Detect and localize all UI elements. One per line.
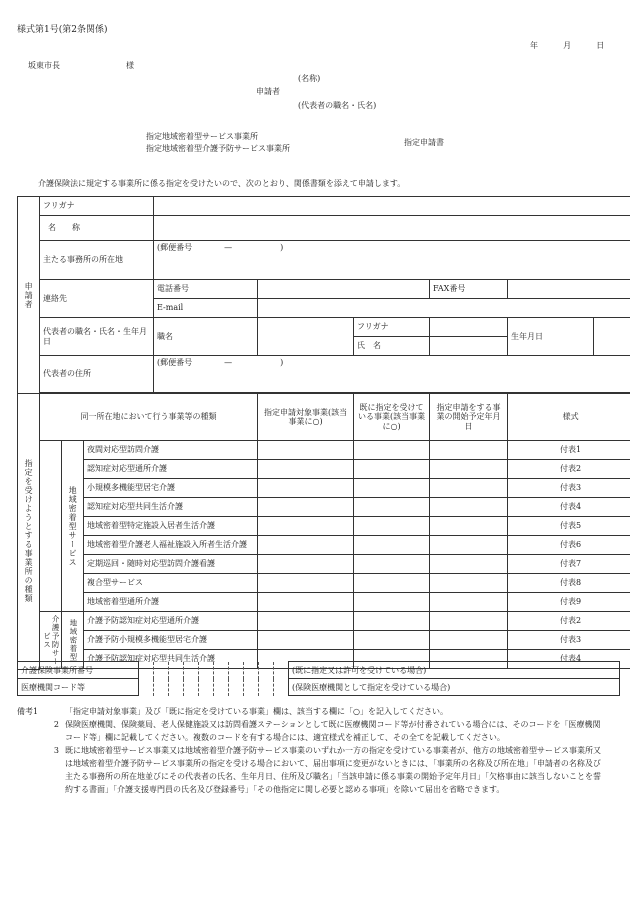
service-name: 介護予防認知症対応型共同生活介護: [84, 650, 258, 669]
medical-digit[interactable]: [199, 679, 214, 696]
rep-address-field[interactable]: [154, 370, 630, 393]
header-existing: 既に指定を受けている事業(該当事業に○): [354, 394, 430, 441]
note-text: 保険医療機関、保険薬局、老人保健施設又は訪問看護ステーションとして既に医療機関コード等が付番されている場合には、そのコードを「医療機関コード等」欄に記載してください。複数のコードを有する場合には、適宜様式を補正して、その全てを記載してください。: [65, 720, 601, 742]
medical-digit[interactable]: [229, 679, 244, 696]
start-cell[interactable]: [430, 631, 508, 650]
existing-cell[interactable]: [354, 460, 430, 479]
start-cell[interactable]: [430, 555, 508, 574]
birth-label: 生年月日: [508, 318, 594, 356]
existing-cell[interactable]: [354, 574, 430, 593]
start-cell[interactable]: [430, 517, 508, 536]
fax-field[interactable]: [508, 280, 630, 299]
existing-cell[interactable]: [354, 479, 430, 498]
applicant-label: 申請者: [256, 87, 280, 96]
addressee-mayor: 坂東市長: [28, 61, 60, 70]
medical-digit[interactable]: [274, 679, 289, 696]
insurance-digit[interactable]: [214, 662, 229, 679]
service-name: 定期巡回・随時対応型訪問介護看護: [84, 555, 258, 574]
addressee-sama: 様: [126, 61, 134, 70]
note-item: [17, 705, 607, 718]
service-name: 介護予防小規模多機能型居宅介護: [84, 631, 258, 650]
header-start: 指定申請をする事業の開始予定年月日: [430, 394, 508, 441]
medical-digit[interactable]: [184, 679, 199, 696]
medical-code-label: 医療機関コード等: [18, 679, 139, 696]
start-cell[interactable]: [430, 593, 508, 612]
note-number: 2: [53, 720, 59, 729]
service-name: 地域密着型通所介護: [84, 593, 258, 612]
existing-cell[interactable]: [354, 555, 430, 574]
fax-label: FAX番号: [430, 280, 508, 299]
note-text: 既に地域密着型サービス事業又は地域密着型介護予防サービス事業のいずれか一方の指定を受けている事業者が、他方の地域密着型サービス事業所又は地域密着型介護予防サービス事業所の指定を受ける場合において、届出事項に変更がないときには、「事業所の名称及び所在地」「申請者の名称及び主たる事務所の所在地並びにその代表者の氏名、生年月日、住所及び職名」「当該申請に係る事業の開始予定年月日」「欠格事由に該当しないことを誓約する書面」「介護支援専門員の氏名及び登録番号」「その他指定に関し必要と認める事項」を除いて届出を省略できます。: [65, 746, 601, 794]
form-ref: 付表5: [508, 517, 630, 536]
form-ref: 付表4: [508, 498, 630, 517]
target-cell[interactable]: [258, 536, 354, 555]
furigana-field[interactable]: [154, 197, 630, 216]
position-label: 職名: [154, 318, 258, 356]
form-ref: 付表8: [508, 574, 630, 593]
start-cell[interactable]: [430, 612, 508, 631]
office-address-field[interactable]: [154, 255, 630, 280]
medical-digit[interactable]: [169, 679, 184, 696]
existing-cell[interactable]: [354, 612, 430, 631]
insurance-digit[interactable]: [169, 662, 184, 679]
name-label: 名 称: [40, 216, 154, 241]
insurance-digit[interactable]: [259, 662, 274, 679]
year-label: 年: [530, 41, 538, 50]
day-label: 日: [596, 41, 605, 50]
existing-cell[interactable]: [354, 536, 430, 555]
applicant-rep-label: (代表者の職名・氏名): [298, 101, 377, 110]
group2-label-a: 介護予防サービス: [40, 612, 62, 669]
office-postal: (郵便番号 — ): [154, 241, 630, 256]
target-cell[interactable]: [258, 517, 354, 536]
codes-table: [17, 661, 620, 696]
form-ref: 付表9: [508, 593, 630, 612]
shimei-label: 氏 名: [354, 337, 430, 356]
medical-digit[interactable]: [259, 679, 274, 696]
start-cell[interactable]: [430, 441, 508, 460]
medical-code-note: (保険医療機関として指定を受けている場合): [289, 679, 620, 696]
tel-label: 電話番号: [154, 280, 258, 299]
furigana2-label: フリガナ: [354, 318, 430, 337]
target-cell[interactable]: [258, 631, 354, 650]
form-number: 様式第1号(第2条関係): [17, 25, 108, 35]
medical-digit[interactable]: [244, 679, 259, 696]
date-line: [530, 40, 604, 51]
note-text: 「指定申請対象事業」及び「既に指定を受けている事業」欄は、該当する欄に「○」を記入してください。: [65, 707, 448, 716]
notes: [17, 705, 607, 796]
rep-address-label: 代表者の住所: [40, 356, 154, 393]
insurance-number-note: (既に指定又は許可を受けている場合): [289, 662, 620, 679]
form-ref: 付表6: [508, 536, 630, 555]
service-name: 夜間対応型訪問介護: [84, 441, 258, 460]
target-cell[interactable]: [258, 460, 354, 479]
service-name: 複合型サービス: [84, 574, 258, 593]
applicant-name-label: (名称): [298, 74, 321, 83]
insurance-digit[interactable]: [199, 662, 214, 679]
insurance-digit[interactable]: [244, 662, 259, 679]
note-number: 3: [53, 746, 59, 755]
insurance-number-label: 介護保険事業所番号: [18, 662, 139, 679]
email-field[interactable]: [258, 299, 630, 318]
furigana-label: フリガナ: [40, 197, 154, 216]
furigana2-field[interactable]: [430, 318, 508, 337]
rep-info-label: 代表者の職名・氏名・生年月日: [40, 318, 154, 356]
services-section-label: 指定を受けようとする事業所の種類: [18, 394, 40, 670]
insurance-digit[interactable]: [184, 662, 199, 679]
form-ref: 付表3: [508, 479, 630, 498]
rep-postal: (郵便番号 — ): [154, 356, 630, 371]
medical-digit[interactable]: [214, 679, 229, 696]
service-name: 認知症対応型通所介護: [84, 460, 258, 479]
applicant-section-label: 申請者: [18, 197, 40, 394]
service-name: 地域密着型介護老人福祉施設入所者生活介護: [84, 536, 258, 555]
service-name: 地域密着型特定施設入居者生活介護: [84, 517, 258, 536]
application-table: [17, 196, 630, 670]
position-field[interactable]: [258, 318, 354, 356]
note-item: [17, 718, 607, 744]
start-cell[interactable]: [430, 574, 508, 593]
existing-cell[interactable]: [354, 498, 430, 517]
service-name: 認知症対応型共同生活介護: [84, 498, 258, 517]
target-cell[interactable]: [258, 612, 354, 631]
insurance-digit[interactable]: [154, 662, 169, 679]
form-ref: 付表7: [508, 555, 630, 574]
intro-text: 介護保険法に規定する事業所に係る指定を受けたいので、次のとおり、関係書類を添えて申請します。: [38, 179, 406, 188]
target-cell[interactable]: [258, 574, 354, 593]
existing-cell[interactable]: [354, 593, 430, 612]
header-target: 指定申請対象事業(該当事業に○): [258, 394, 354, 441]
shimei-field[interactable]: [430, 337, 508, 356]
title-line1: 指定地域密着型サービス事業所: [146, 132, 258, 141]
form-ref: 付表1: [508, 441, 630, 460]
insurance-digit[interactable]: [274, 662, 289, 679]
existing-cell[interactable]: [354, 517, 430, 536]
existing-cell[interactable]: [354, 631, 430, 650]
start-cell[interactable]: [430, 498, 508, 517]
form-ref: 付表2: [508, 460, 630, 479]
tel-field[interactable]: [258, 280, 430, 299]
note-item: [17, 744, 607, 796]
target-cell[interactable]: [258, 593, 354, 612]
office-address-label: 主たる事務所の所在地: [40, 241, 154, 280]
form-ref: 付表3: [508, 631, 630, 650]
start-cell[interactable]: [430, 460, 508, 479]
form-ref: 付表4: [508, 650, 630, 669]
medical-digit[interactable]: [154, 679, 169, 696]
group2-label-b: 地域密着型: [62, 612, 84, 669]
email-label: E-mail: [154, 299, 258, 318]
start-cell[interactable]: [430, 479, 508, 498]
insurance-digit[interactable]: [139, 662, 154, 679]
target-cell[interactable]: [258, 479, 354, 498]
note-number: 備考1: [17, 707, 39, 716]
target-cell[interactable]: [258, 441, 354, 460]
service-name: 小規模多機能型居宅介護: [84, 479, 258, 498]
month-label: 月: [563, 41, 572, 50]
existing-cell[interactable]: [354, 441, 430, 460]
start-cell[interactable]: [430, 536, 508, 555]
title-line2: 指定地域密着型介護予防サービス事業所: [146, 144, 290, 153]
insurance-digit[interactable]: [229, 662, 244, 679]
group1-label: 地域密着型サービス: [62, 441, 84, 612]
target-cell[interactable]: [258, 498, 354, 517]
birth-field[interactable]: [594, 318, 630, 356]
title-suffix: 指定申請書: [404, 138, 444, 147]
header-form: 様式: [508, 394, 630, 441]
name-field[interactable]: [154, 216, 630, 241]
contact-label: 連絡先: [40, 280, 154, 318]
medical-digit[interactable]: [139, 679, 154, 696]
form-ref: 付表2: [508, 612, 630, 631]
service-name: 介護予防認知症対応型通所介護: [84, 612, 258, 631]
header-type: 同一所在地において行う事業等の種類: [40, 394, 258, 441]
target-cell[interactable]: [258, 555, 354, 574]
